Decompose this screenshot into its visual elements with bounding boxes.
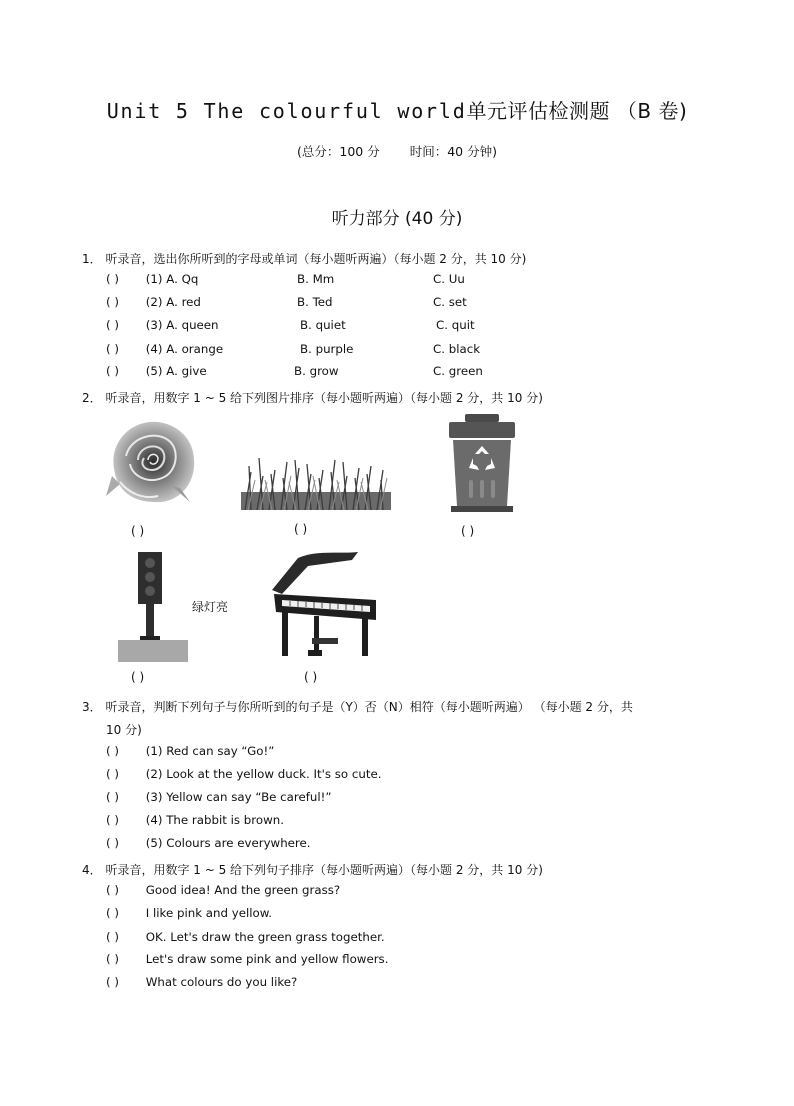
q4-item-3: ( ) OK. Let's draw the green grass together. — [106, 930, 385, 944]
answer-blank[interactable]: ( ) — [106, 952, 119, 966]
q1-item-4: ( ) (4) A. orange — [106, 342, 224, 356]
q1-item-1-option-b: B. Mm — [297, 272, 335, 286]
section-title: 听力部分 (40 分) — [331, 209, 463, 229]
answer-blank[interactable]: ( ) — [106, 930, 119, 944]
answer-blank[interactable]: ( ) — [106, 790, 119, 804]
q1-item-2-option-b: B. Ted — [297, 295, 333, 309]
answer-blank[interactable]: ( ) — [106, 272, 119, 286]
q1-item-4-option-b: B. purple — [300, 342, 354, 356]
q3-item-1: ( ) (1) Red can say “Go!” — [106, 744, 275, 758]
q3-item-2: ( ) (2) Look at the yellow duck. It's so cute. — [106, 767, 382, 781]
answer-blank[interactable]: ( ) — [106, 813, 119, 827]
exam-info — [0, 142, 794, 160]
recycle-bin-picture — [447, 414, 517, 512]
q1-item-2-option-c: C. set — [433, 295, 467, 309]
exam-time: 时间：40 分钟) — [409, 144, 497, 159]
title-english: Unit 5 The colourful world — [106, 99, 467, 123]
q1-item-1-option-c: C. Uu — [433, 272, 465, 286]
answer-blank[interactable]: ( ) — [106, 364, 119, 378]
q1-item-2: ( ) (2) A. red — [106, 295, 201, 309]
title-chinese: 单元评估检测题 （B 卷) — [466, 99, 688, 123]
answer-blank[interactable]: ( ) — [106, 295, 119, 309]
q3-item-3: ( ) (3) Yellow can say “Be careful!” — [106, 790, 332, 804]
total-score: (总分：100 分 — [297, 144, 380, 159]
q2-heading: 2． 听录音，用数字 1 ~ 5 给下列图片排序（每小题听两遍）（每小题 2 分，共 10 分) — [82, 391, 543, 405]
q1-item-1: ( ) (1) A. Qq — [106, 272, 199, 286]
page-title — [0, 95, 794, 124]
grass-answer-blank[interactable]: ( ) — [294, 522, 308, 536]
answer-blank[interactable]: ( ) — [106, 767, 119, 781]
recycle-bin-answer-blank[interactable]: ( ) — [461, 524, 475, 538]
q4-item-4: ( ) Let's draw some pink and yellow flowers. — [106, 952, 389, 966]
answer-blank[interactable]: ( ) — [106, 883, 119, 897]
q3-item-4: ( ) (4) The rabbit is brown. — [106, 813, 284, 827]
q1-item-5-option-b: B. grow — [294, 364, 339, 378]
q4-heading: 4． 听录音，用数字 1 ~ 5 给下列句子排序（每小题听两遍）（每小题 2 分，共 10 分) — [82, 863, 543, 877]
q3-heading: 3． 听录音，判断下列句子与你所听到的句子是（Y）否（N）相符（每小题听两遍） （每小题 2 分，共 — [82, 700, 633, 714]
answer-blank[interactable]: ( ) — [106, 342, 119, 356]
answer-blank[interactable]: ( ) — [106, 836, 119, 850]
q1-item-3-option-b: B. quiet — [300, 318, 346, 332]
q4-item-5: ( ) What colours do you like? — [106, 975, 298, 989]
answer-blank[interactable]: ( ) — [106, 744, 119, 758]
q3-item-5: ( ) (5) Colours are everywhere. — [106, 836, 311, 850]
rose-picture — [106, 416, 198, 508]
q1-item-5-option-c: C. green — [433, 364, 483, 378]
piano-answer-blank[interactable]: ( ) — [304, 670, 318, 684]
q3-heading-continued: 10 分) — [106, 723, 142, 737]
q1-item-3-option-c: C. quit — [436, 318, 475, 332]
q4-item-2: ( ) I like pink and yellow. — [106, 906, 273, 920]
answer-blank[interactable]: ( ) — [106, 975, 119, 989]
rose-answer-blank[interactable]: ( ) — [131, 524, 145, 538]
traffic-light-picture — [118, 548, 188, 662]
q1-item-4-option-c: C. black — [433, 342, 481, 356]
answer-blank[interactable]: ( ) — [106, 318, 119, 332]
q1-heading: 1． 听录音，选出你所听到的字母或单词（每小题听两遍）（每小题 2 分，共 10 分) — [82, 252, 527, 266]
answer-blank[interactable]: ( ) — [106, 906, 119, 920]
q1-item-5: ( ) (5) A. give — [106, 364, 207, 378]
piano-picture — [268, 550, 380, 660]
q1-item-3: ( ) (3) A. queen — [106, 318, 219, 332]
green-light-label: 绿灯亮 — [192, 600, 229, 614]
q4-item-1: ( ) Good idea! And the green grass? — [106, 883, 341, 897]
traffic-light-answer-blank[interactable]: ( ) — [131, 670, 145, 684]
grass-picture — [241, 452, 391, 510]
